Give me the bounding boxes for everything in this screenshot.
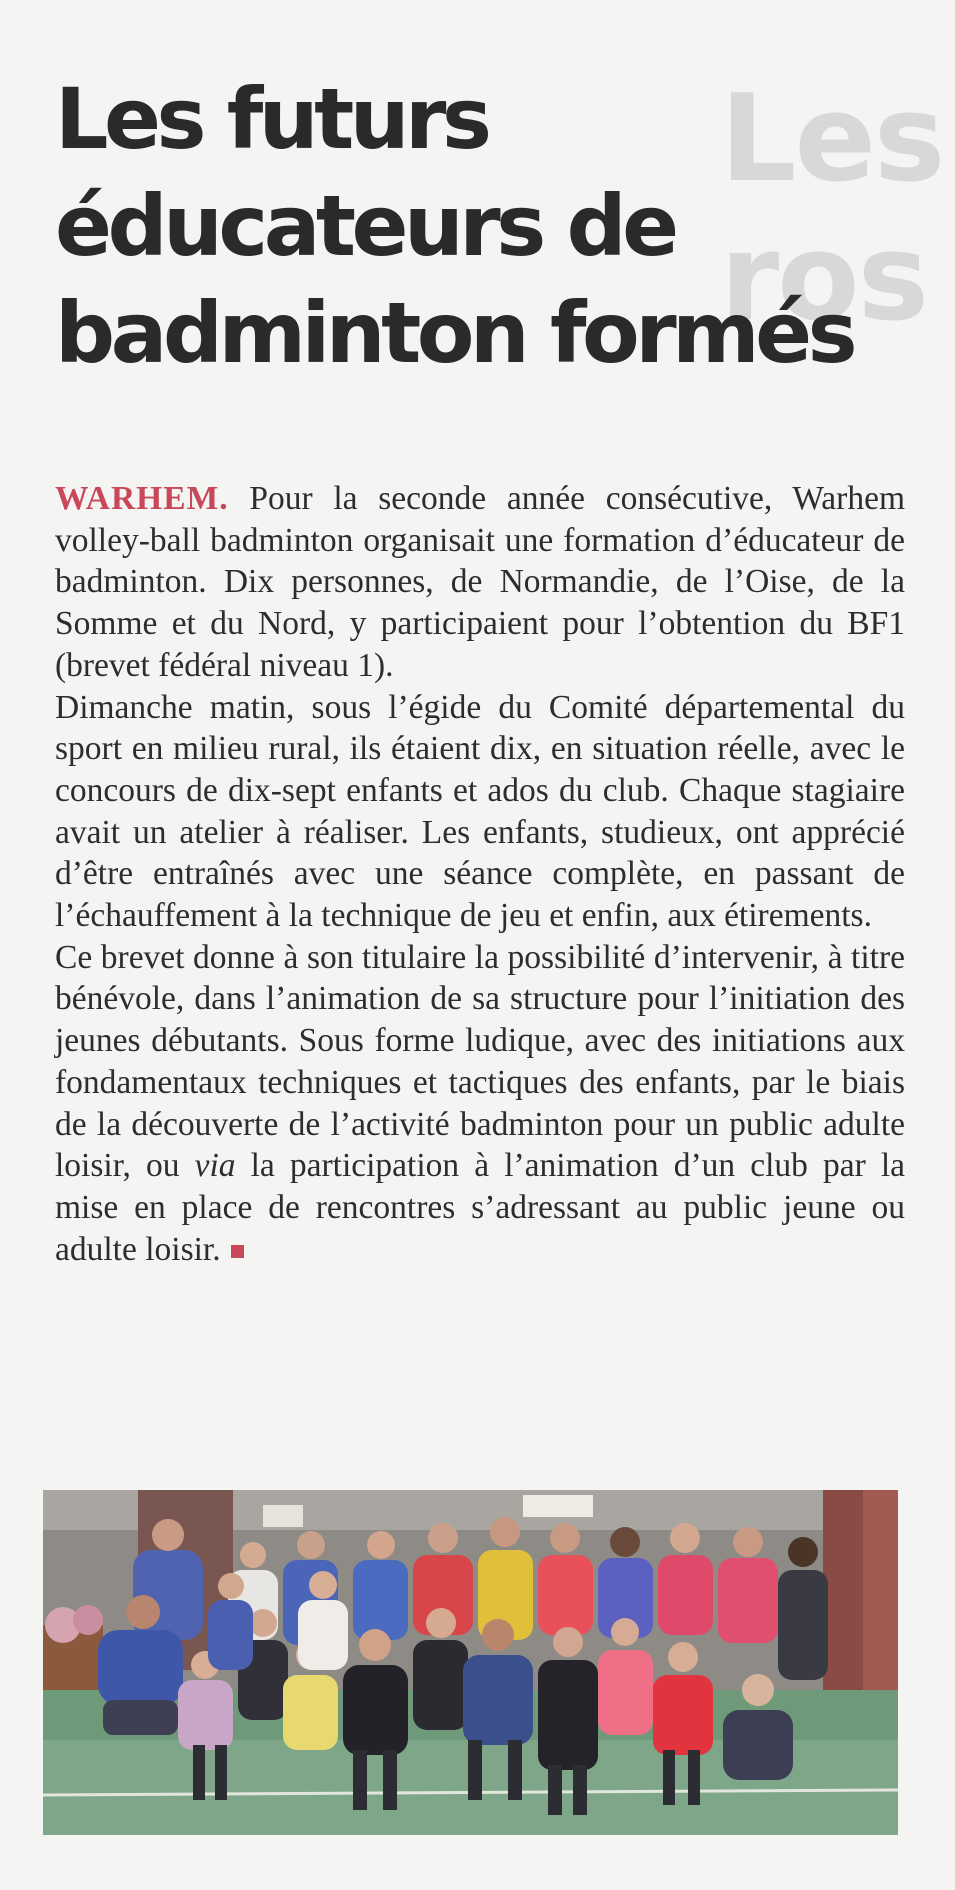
article-headline	[55, 66, 915, 387]
paragraph-text: Ce brevet donne à son titulaire la possibilité d’intervenir, à titre bénévole, dans l’animation de sa structure pour l’initiation des jeunes débutants. Sous forme ludique, avec des initiations aux fondamentaux techniques et tactiques des enfants, par le biais de la découverte de l’activité badminton pour un public adulte loisir, ou	[55, 938, 905, 1185]
group-photo-illustration	[43, 1490, 898, 1835]
headline-line: Les futurs	[55, 70, 488, 168]
end-mark-icon	[231, 1245, 244, 1258]
headline-line: badminton formés	[55, 284, 854, 382]
dateline: WARHEM.	[55, 480, 229, 517]
paragraph-text: la participation à l’animation d’un club par la mise en place de rencontres s’adressant au public jeune ou adulte loisir.	[55, 1147, 905, 1268]
paragraph-text: Pour la seconde année consécutive, Warhem volley-ball badminton organisait une formation d’éducateur de badminton. Dix personnes, de Normandie, de l’Oise, de la Somme et du Nord, y participaient pour l’obtention du BF1 (brevet fédéral niveau 1).	[55, 480, 906, 684]
bleed-through-shadow: Les ros	[720, 70, 944, 348]
paragraph	[55, 937, 905, 1271]
group-photo	[43, 1490, 898, 1835]
paragraph	[55, 478, 905, 687]
headline-line: éducateurs de	[55, 177, 675, 275]
italic-text: via	[194, 1147, 236, 1185]
article-body	[55, 478, 905, 1270]
paragraph: Dimanche matin, sous l’égide du Comité départemental du sport en milieu rural, ils étaient dix, en situation réelle, avec le concours de dix-sept enfants et ados du club. Chaque stagiaire avait un atelier à réaliser. Les enfants, studieux, ont apprécié d’être entraînés avec une séance complète, en passant de l’échauffement à la technique de jeu et enfin, aux étirements.	[55, 688, 905, 935]
